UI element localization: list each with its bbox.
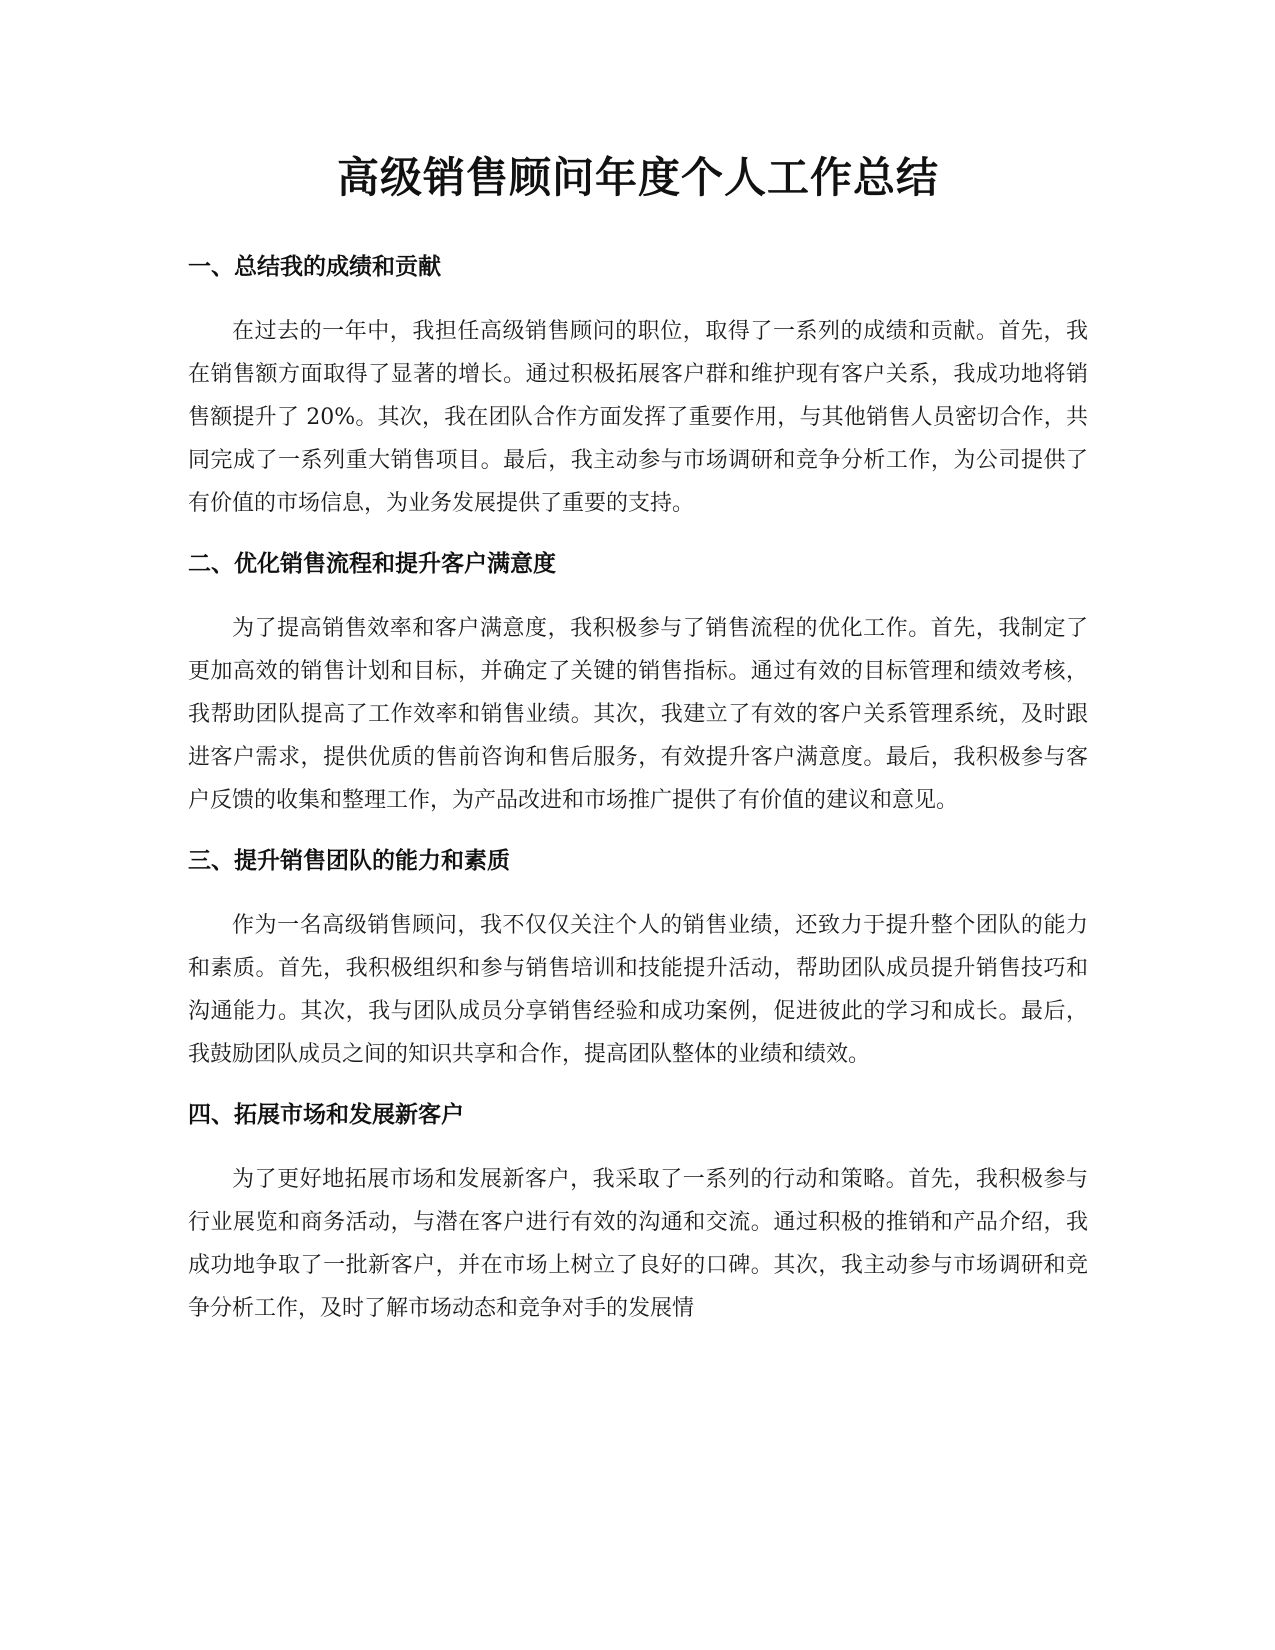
document-title: 高级销售顾问年度个人工作总结 [336,153,939,202]
section-market-expansion [188,1098,1088,1330]
document-content [188,146,1088,1330]
section-paragraph: 在过去的一年中，我担任高级销售顾问的职位，取得了一系列的成绩和贡献。首先，我在销售额方面取得了显著的增长。通过积极拓展客户群和维护现有客户关系，我成功地将销售额提升了 20%。其次，我在团队合作方面发挥了重要作用，与其他销售人员密切合作，共同完成了一系列重大销售项目。最后，我主动参与市场调研和竞争分析工作，为公司提供了有价值的市场信息，为业务发展提供了重要的支持。 [188,319,1088,516]
section-team-ability [188,844,1088,1076]
section-heading: 二、优化销售流程和提升客户满意度 [188,551,556,577]
section-paragraph: 作为一名高级销售顾问，我不仅仅关注个人的销售业绩，还致力于提升整个团队的能力和素质。首先，我积极组织和参与销售培训和技能提升活动，帮助团队成员提升销售技巧和沟通能力。其次，我与团队成员分享销售经验和成功案例，促进彼此的学习和成长。最后，我鼓励团队成员之间的知识共享和合作，提高团队整体的业绩和绩效。 [188,913,1088,1067]
section-heading: 一、总结我的成绩和贡献 [188,254,441,280]
section-heading: 三、提升销售团队的能力和素质 [188,848,510,874]
section-heading: 四、拓展市场和发展新客户 [188,1102,464,1128]
section-achievements [188,250,1088,525]
section-sales-process [188,547,1088,822]
section-paragraph: 为了提高销售效率和客户满意度，我积极参与了销售流程的优化工作。首先，我制定了更加高效的销售计划和目标，并确定了关键的销售指标。通过有效的目标管理和绩效考核，我帮助团队提高了工作效率和销售业绩。其次，我建立了有效的客户关系管理系统，及时跟进客户需求，提供优质的售前咨询和售后服务，有效提升客户满意度。最后，我积极参与客户反馈的收集和整理工作，为产品改进和市场推广提供了有价值的建议和意见。 [188,616,1088,813]
section-paragraph: 为了更好地拓展市场和发展新客户，我采取了一系列的行动和策略。首先，我积极参与行业展览和商务活动，与潜在客户进行有效的沟通和交流。通过积极的推销和产品介绍，我成功地争取了一批新客户，并在市场上树立了良好的口碑。其次，我主动参与市场调研和竞争分析工作，及时了解市场动态和竞争对手的发展情 [188,1167,1088,1321]
